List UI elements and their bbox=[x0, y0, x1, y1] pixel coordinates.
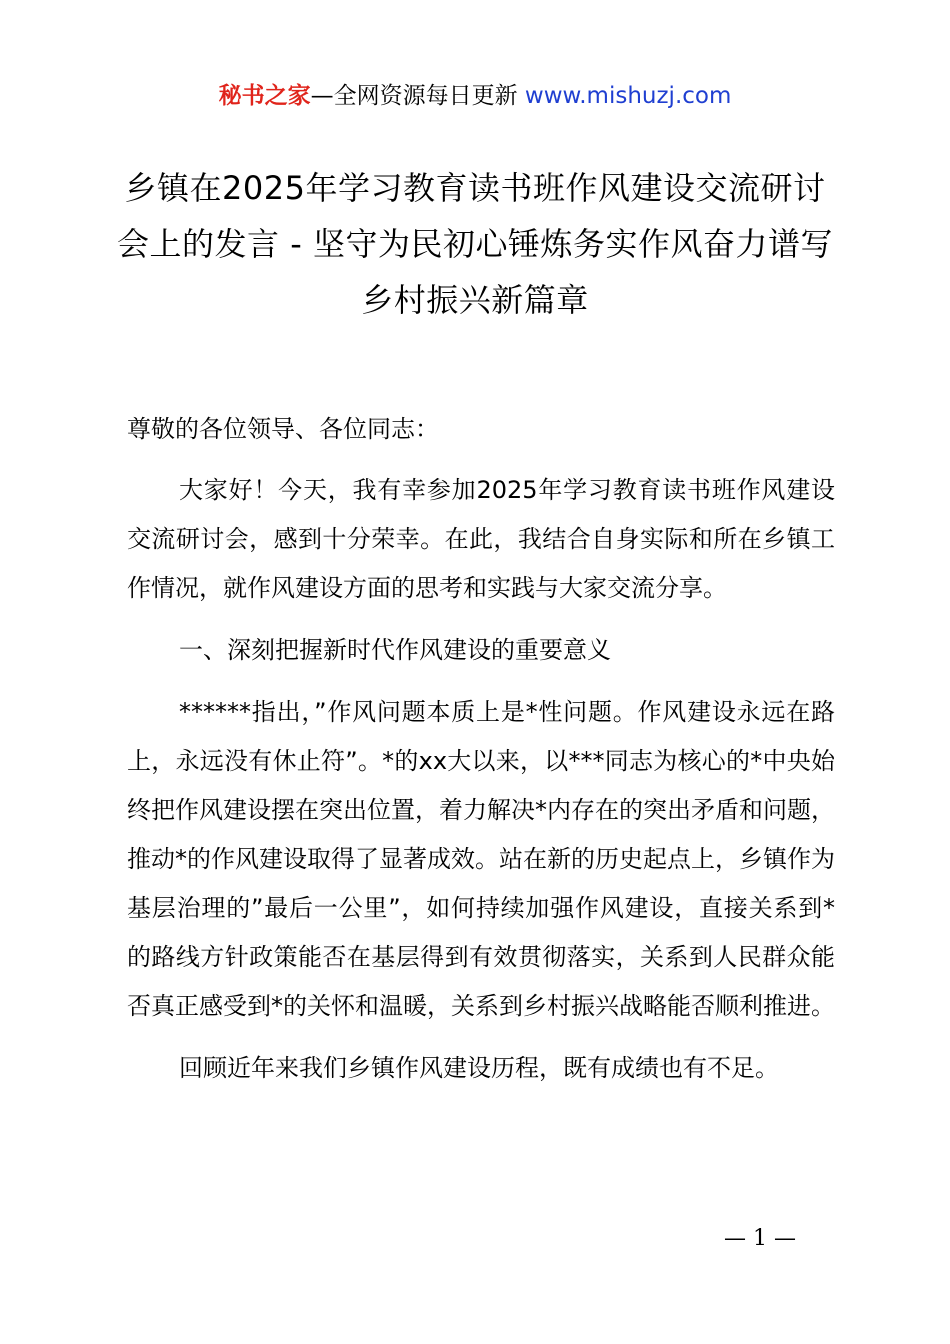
paragraph-intro: 大家好！今天，我有幸参加2025年学习教育读书班作风建设交流研讨会，感到十分荣幸。在此，我结合自身实际和所在乡镇工作情况，就作风建设方面的思考和实践与大家交流分享。 bbox=[127, 476, 835, 602]
paragraph-significance: ******指出，”作风问题本质上是*性问题。作风建设永远在路上，永远没有休止符”。*的xx大以来，以***同志为核心的*中央始终把作风建设摆在突出位置，着力解决*内存在的突出矛盾和问题，推动*的作风建设取得了显著成效。站在新的历史起点上，乡镇作为基层治理的”最后一公里”，如何持续加强作风建设，直接关系到*的路线方针政策能否在基层得到有效贯彻落实，关系到人民群众能否真正感受到*的关怀和温暖，关系到乡村振兴战略能否顺利推进。 bbox=[127, 698, 835, 1020]
paragraph-review: 回顾近年来我们乡镇作风建设历程，既有成绩也有不足。 bbox=[179, 1054, 779, 1082]
site-header bbox=[0, 78, 950, 114]
salutation: 尊敬的各位领导、各位同志： bbox=[127, 415, 439, 443]
site-brand: 秘书之家 bbox=[218, 83, 311, 109]
document-body bbox=[127, 405, 835, 1106]
page-number: — 1 — bbox=[724, 1226, 796, 1251]
document-title: 乡镇在2025年学习教育读书班作风建设交流研讨会上的发言 - 坚守为民初心锤炼务实作风奋力谱写乡村振兴新篇章 bbox=[117, 169, 833, 319]
site-tagline: —全网资源每日更新 bbox=[310, 83, 525, 109]
site-url-link[interactable]: www.mishuzj.com bbox=[524, 83, 732, 109]
section-heading-1: 一、深刻把握新时代作风建设的重要意义 bbox=[179, 636, 611, 664]
